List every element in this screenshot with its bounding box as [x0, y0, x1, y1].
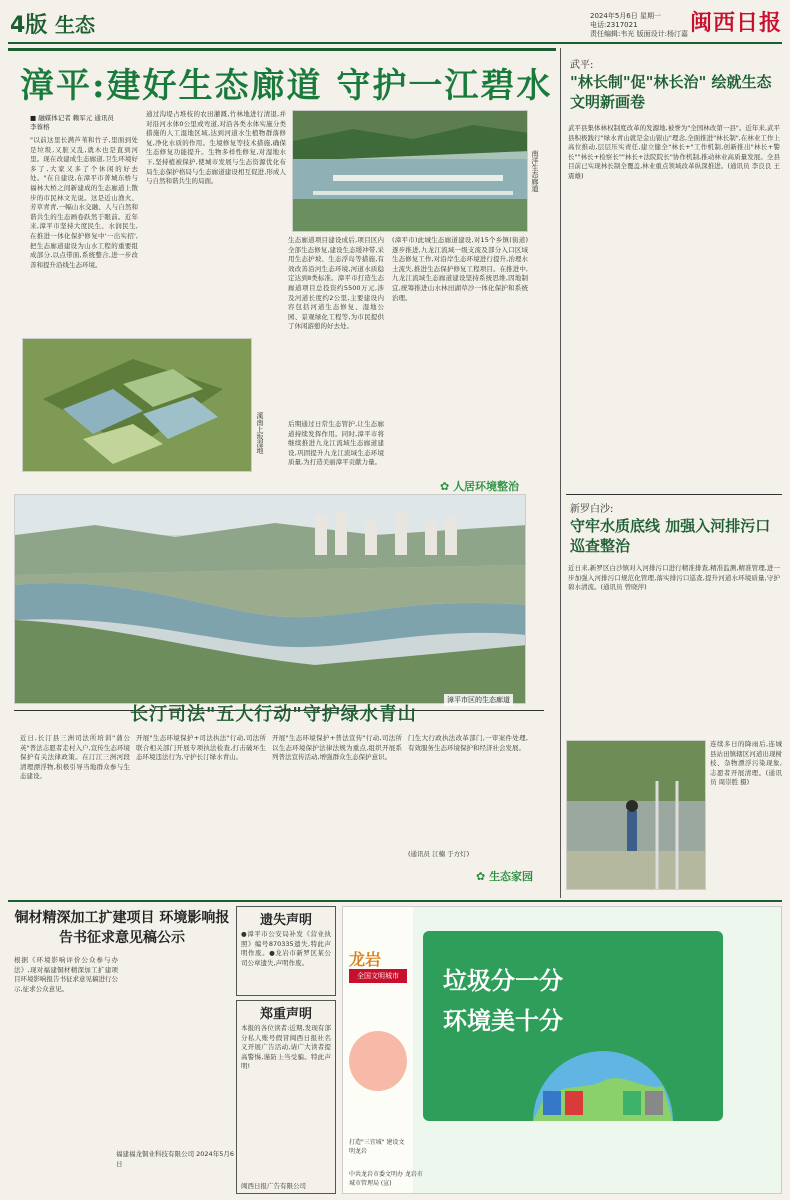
ad2-green-panel — [423, 931, 723, 1121]
ad2-poster — [342, 906, 782, 1194]
photo-weir — [292, 110, 528, 232]
main-col1: "以前这里长满芦苇和竹子,里面到处是垃圾,又脏又乱,就木也是直到河里。现在改建成生态廊道,卫生环境好多了,大家又多了个休闲的好去处。"在自建设,在漳平市菁城东桥与福林大桥之间新建成的生态廊道上散步的市民林文光说。这是近山渔火、芳草青青,一幅山水交融、人与自然和谐共生的生态画卷跃然于眼前。近年来,漳平市坚持大度民生、水润民生,在推进一体化保护修复中'一出实招',把生态廊道建设为山水工程的重要组成部分,以点带面,系统整合,进一步改善和提升沿线生态环境。 — [30, 136, 138, 269]
ad2-logo: 龙岩 — [349, 950, 382, 969]
photo-cleanup — [566, 740, 706, 890]
changting-col2: 开展"生态环境保护+司法执法"行动,司法所联合相关部门开展专项执法检查,打击破坏生态环境违法行为,守护长汀绿水青山。 — [136, 734, 266, 762]
right-column-rule — [560, 48, 561, 898]
ad1-text: 根据《环境影响评价公众参与办法》,现对福建铜材精深加工扩建项目环境影响报告书征求意见稿进行公示,征求公众意见。 — [14, 956, 118, 993]
main-title: 漳平:建好生态廊道 守护一江碧水 — [20, 66, 553, 106]
notice1-text: ●漳平市公安局补发《营业执照》编号870335遗失,特此声明作废。●龙岩市新罗区某公司公章遗失,声明作废。 — [241, 930, 331, 967]
main-byline: ■ 融媒体记者 赖军元 通讯员 李蓉榕 — [30, 114, 114, 131]
xinluo-rule — [566, 494, 782, 495]
page-version: 4版 生态 — [10, 13, 95, 38]
wuping-title: "林长制"促"林长治" 绘就生态文明新画卷 — [570, 73, 772, 111]
photo-city-caption: 漳平市区的生态廊道 — [444, 694, 513, 706]
photo-wetland-caption: 溪南上坂湿地 — [256, 412, 264, 454]
changting-col1: 近日,长汀县三洲司法所培训"蒲公英"普法志愿者走村入户,宣传生态环境保护有关法律政策。在汀江三洲河段清理漂浮物,积极引导当地群众参与生态建设。 — [20, 734, 130, 781]
leaf-icon: ✿ — [476, 870, 486, 883]
ad2-slogan: 打造"三宜城" 建设文明龙岩 — [349, 1139, 405, 1155]
main-col3: 生态廊道项目建设成后,项目区内全部生态修复,建设生态缓冲带,采用生态护坡、生态浮岛等措施,有效改善沿河生态环境,河道水质稳定达到Ⅱ类标准。漳平市打造生态廊道项目总投资约5500万元,涉及河道长度约2公里,主要建设内容包括河道生态修复、湿地公园、景观绿化工程等,为市民提供了休闲游憩的好去处。 — [288, 236, 384, 331]
leaf-icon: ✿ — [440, 480, 450, 493]
main-col5: (漳平市)此城生态廊道建设,对15个乡镇(街道)逐步推进,九龙江流域一级支流及部分入口区域生态修复工作,对沿岸生态环境进行提升,治理水土流失,推进生态保护修复工程项目。在推进中,九龙江流域生态廊道建设坚持系统思维,因地制宜,统筹推进山水林田湖草沙一体化保护和系统治理。 — [392, 236, 528, 302]
badge-eco-home: ✿ 生态家园 — [476, 870, 534, 883]
notice1-box — [236, 906, 336, 996]
notice1-title: 遗失声明 — [259, 913, 312, 928]
ad1-footer: 福建福龙铜业科技有限公司 2024年5月6日 — [116, 1150, 234, 1168]
photo-wetland — [22, 338, 252, 472]
changting-col3: 开展"生态环境保护+普法宣传"行动,司法所以生态环境保护法律法规为重点,组织开展系列普法宣传活动,增强群众生态保护意识。 — [272, 734, 402, 762]
notice2-box — [236, 1000, 336, 1194]
header-rule — [8, 42, 782, 44]
ad2-line1: 垃圾分一分 — [443, 967, 563, 995]
xinluo-kicker: 新罗白沙: — [570, 504, 614, 515]
notice2-title: 郑重声明 — [259, 1007, 312, 1022]
ad2-badge: 全国文明城市 — [349, 969, 407, 983]
main-col2: 通过沟堤占堆枝的农田灌溉,竹林地进行清退,并对沿河水体0公里或弯道,对沿各类水体实施分类措施的人工湿地区域,达到河道水生植物群落修复,净化水质的作用。生境修复等技术措施,确保生态修复功能提升。生物多样性修复,对湿地水下,坚持植被保护,使城市发展与生态资源优化布局生态保护格局与生态廊道建设相互促进,形成人与自然和谐共生的局面。 — [146, 110, 286, 186]
mascot-icon — [349, 1031, 407, 1091]
badge-residential: ✿ 人居环境整治 — [440, 480, 520, 493]
photo-cleanup-caption: 连续多日的降雨后,连城县站田镇辖区河道出现树枝、杂物漂浮污染现象,志愿者开展清理。(通讯员 周崇胜 摄) — [710, 740, 782, 787]
bottom-rule — [8, 900, 782, 902]
main-top-rule — [8, 48, 556, 51]
photo-weir-caption: 南洋生态廊道 — [531, 150, 539, 192]
changting-title: 长汀司法"五大行动"守护绿水青山 — [130, 704, 417, 725]
ad2-line2: 环境美十分 — [443, 1007, 563, 1035]
newspaper-logo: 闽西日报 — [690, 10, 783, 36]
notice2-footer: 闽西日报广告有限公司 — [241, 1182, 306, 1190]
main-col4: 后期通过日常生态管护,让生态廊道持续发挥作用。同时,漳平市将继续推进九龙江流域生态廊道建设,巩固提升九龙江流域生态环境质量,为打造美丽漳平贡献力量。 — [288, 420, 384, 467]
wuping-kicker: 武平: — [570, 60, 594, 71]
xinluo-title: 守牢水质底线 加强入河排污口巡查整治 — [570, 517, 771, 555]
wuping-text: 武平县集体林权制度改革的发源地,被誉为"全国林改第一县"。近年来,武平县积极践行"绿水青山就是金山银山"理念,全面推进"林长制",在林业工作上高位推动,层层压实责任,建立健全"林长+"工作机制,创新推出"林长+警长""林长+检察长""林长+法院院长"协作机制,推动林业高质量发展。全县目前已实现林长制全覆盖,林业重点领域改革纵深推进。(通讯员 李良良 王震雄) — [568, 124, 780, 180]
ad2-footer: 中共龙岩市委文明办 龙岩市城市管理局 (宣) — [349, 1171, 423, 1187]
notice2-text: 本报的各位读者:近期,发现有部分私人账号假冒闽西日报社名义开展广告活动,请广大读者提高警惕,谨防上当受骗。特此声明! — [241, 1024, 331, 1071]
changting-col4: 门生大行政执法改革部门,一审案件处理,有效服务生态环境保护和经济社会发展。 — [408, 734, 528, 752]
xinluo-text: 近日来,新罗区白沙镇对入河排污口进行精准排查,精准监测,精准管理,进一步加强入河排污口规范化管理,落实排污口巡查,提升河道水环境质量,守护碧水清流。(通讯员 曾晓萍) — [568, 564, 780, 592]
ad1-title: 铜材精深加工扩建项目 环境影响报告书征求意见稿公示 — [14, 910, 230, 946]
header-meta: 2024年5月6日 星期一 电话:2317021 责任编辑:韦光 版面设计:杨汀嘉 — [590, 12, 688, 38]
photo-city-river — [14, 494, 526, 704]
page-header — [0, 0, 790, 44]
changting-credit: (通讯员 江楠 于方灯) — [408, 850, 470, 858]
ad2-globe-illustration — [503, 1041, 703, 1121]
